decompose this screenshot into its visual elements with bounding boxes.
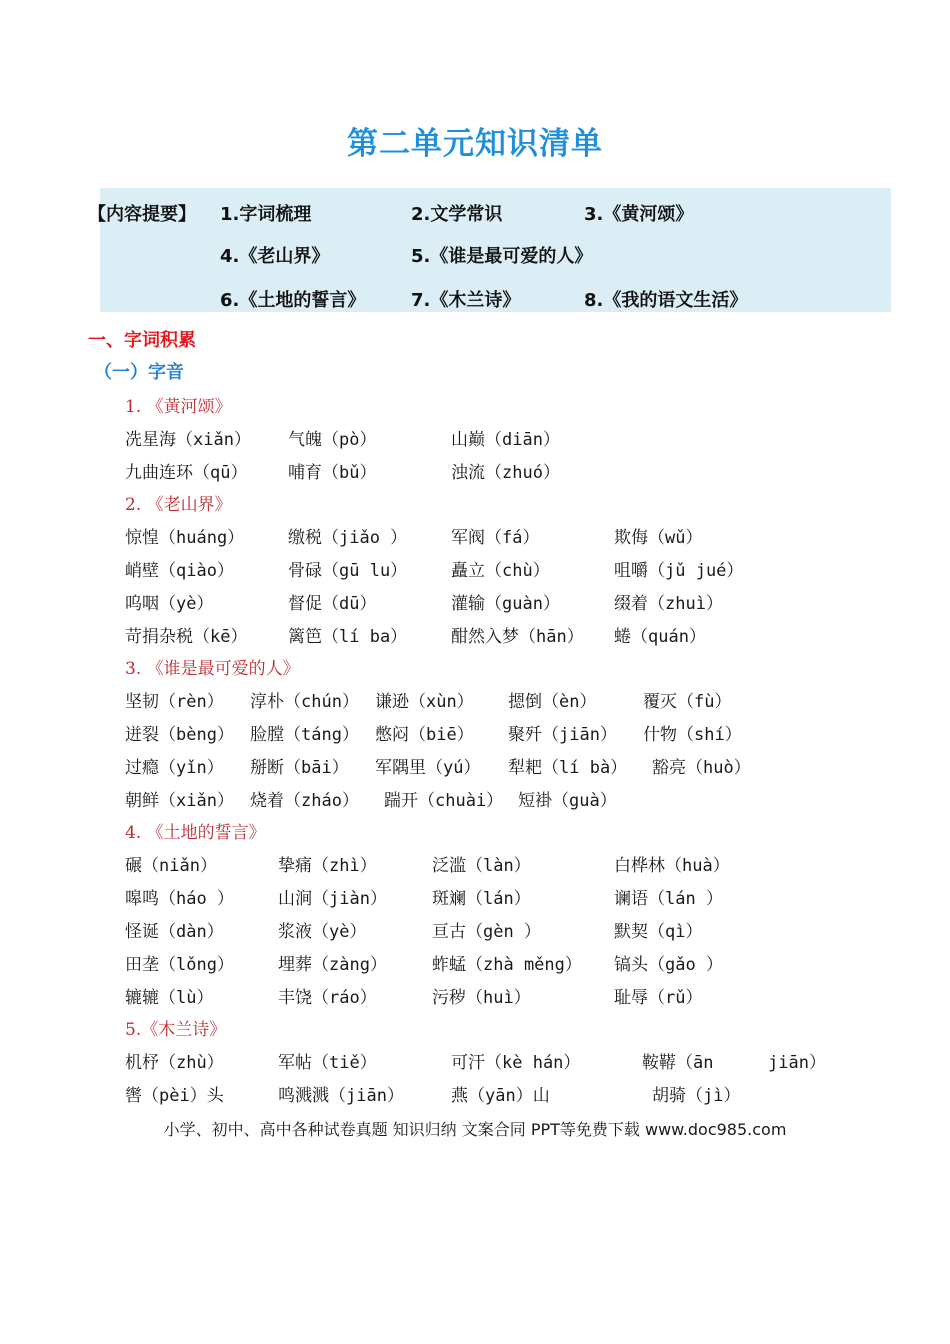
word-entry: 谰语（lán ） (614, 889, 723, 909)
word-entry: 辘辘（lù） (125, 988, 214, 1008)
word-entry: 镐头（gǎo ） (614, 955, 723, 975)
word-entry: 迸裂（bèng） (125, 725, 234, 745)
word-entry: 踹开（chuài） (384, 791, 504, 811)
word-entry: 山巅（diān） (451, 430, 560, 450)
word-entry: 督促（dū） (288, 594, 377, 614)
section-heading: 一、字词积累 (88, 330, 196, 351)
word-entry: 谦逊（xùn） (375, 692, 474, 712)
word-entry: 军阀（fá） (451, 528, 540, 548)
word-entry: 坚韧（rèn） (125, 692, 224, 712)
word-entry: 脸膛（táng） (250, 725, 359, 745)
word-entry: 篱笆（lí ba） (288, 627, 408, 647)
word-entry: 灌输（guàn） (451, 594, 560, 614)
word-entry: 蚱蜢（zhà měng） (432, 955, 582, 975)
word-entry: 斑斓（lán） (432, 889, 531, 909)
group-title: 2. 《老山界》 (125, 495, 232, 515)
summary-item: 6.《土地的誓言》 (220, 290, 366, 311)
summary-item: 1.字词梳理 (220, 204, 312, 225)
word-entry: 亘古（gèn ） (432, 922, 541, 942)
word-entry: 浊流（zhuó） (451, 463, 560, 483)
summary-item: 4.《老山界》 (220, 246, 330, 267)
word-entry: 鸣溅溅（jiān） (278, 1086, 404, 1106)
word-entry: 缀着（zhuì） (614, 594, 723, 614)
word-entry: 摁倒（èn） (508, 692, 597, 712)
word-entry: 污秽（huì） (432, 988, 531, 1008)
word-entry: 缴税（jiǎo ） (288, 528, 408, 548)
word-entry: 蜷（quán） (614, 627, 706, 647)
word-entry: 憋闷（biē） (375, 725, 474, 745)
word-entry: 骨碌（gū lu） (288, 561, 408, 581)
page-footer: 小学、初中、高中各种试卷真题 知识归纳 文案合同 PPT等免费下载 www.doc985.com (163, 1120, 787, 1139)
subsection-heading: （一）字音 (94, 362, 184, 383)
summary-item: 8.《我的语文生活》 (584, 290, 748, 311)
summary-item: 5.《谁是最可爱的人》 (411, 246, 593, 267)
word-entry: 欺侮（wǔ） (614, 528, 703, 548)
word-entry: 军隅里（yú） (375, 758, 481, 778)
word-entry: 短褂（guà） (518, 791, 617, 811)
word-entry: 丰饶（ráo） (278, 988, 377, 1008)
word-entry: 朝鲜（xiǎn） (125, 791, 234, 811)
word-entry: 哺育（bǔ） (288, 463, 377, 483)
word-entry: 浆液（yè） (278, 922, 367, 942)
word-entry: 矗立（chù） (451, 561, 550, 581)
content-summary-box (88, 188, 891, 312)
word-entry: 辔（pèi）头 (125, 1086, 224, 1106)
word-entry: 军帖（tiě） (278, 1053, 377, 1073)
summary-item: 2.文学常识 (411, 204, 503, 225)
word-entry: 泛滥（làn） (432, 856, 531, 876)
word-entry: 耻辱（rǔ） (614, 988, 703, 1008)
word-entry: 气魄（pò） (288, 430, 377, 450)
summary-item: 3.《黄河颂》 (584, 204, 694, 225)
group-title: 3. 《谁是最可爱的人》 (125, 659, 300, 679)
summary-item: 7.《木兰诗》 (411, 290, 521, 311)
word-entry: 覆灭（fù） (643, 692, 732, 712)
word-entry: 怪诞（dàn） (125, 922, 224, 942)
word-entry: 掰断（bāi） (250, 758, 349, 778)
word-entry: jiān） (768, 1053, 826, 1073)
group-title: 1. 《黄河颂》 (125, 397, 232, 417)
word-entry: 咀嚼（jǔ jué） (614, 561, 744, 581)
word-entry: 呜咽（yè） (125, 594, 214, 614)
word-entry: 白桦林（huà） (614, 856, 730, 876)
word-entry: 田垄（lǒng） (125, 955, 234, 975)
word-entry: 胡骑（jì） (652, 1086, 741, 1106)
word-entry: 烧着（zháo） (250, 791, 359, 811)
page-title: 第二单元知识清单 (347, 126, 603, 162)
word-entry: 惊惶（huáng） (125, 528, 245, 548)
group-title: 5.《木兰诗》 (125, 1020, 227, 1040)
word-entry: 默契（qì） (614, 922, 703, 942)
summary-label: 【内容提要】 (88, 204, 196, 225)
word-entry: 犁耙（lí bà） (508, 758, 628, 778)
word-entry: 过瘾（yǐn） (125, 758, 224, 778)
word-entry: 挚痛（zhì） (278, 856, 377, 876)
word-entry: 埋葬（zàng） (278, 955, 387, 975)
word-entry: 机杼（zhù） (125, 1053, 224, 1073)
word-entry: 聚歼（jiān） (508, 725, 617, 745)
word-entry: 山涧（jiàn） (278, 889, 387, 909)
word-entry: 鞍鞯（ān (642, 1053, 714, 1073)
word-entry: 九曲连环（qū） (125, 463, 248, 483)
word-entry: 淳朴（chún） (250, 692, 359, 712)
word-entry: 峭壁（qiào） (125, 561, 234, 581)
group-title: 4. 《土地的誓言》 (125, 823, 266, 843)
word-entry: 苛捐杂税（kē） (125, 627, 248, 647)
word-entry: 可汗（kè hán） (451, 1053, 581, 1073)
word-entry: 碾（niǎn） (125, 856, 217, 876)
word-entry: 冼星海（xiǎn） (125, 430, 251, 450)
word-entry: 酣然入梦（hān） (451, 627, 584, 647)
word-entry: 燕（yān）山 (451, 1086, 550, 1106)
word-entry: 豁亮（huò） (652, 758, 751, 778)
word-entry: 嗥鸣（háo ） (125, 889, 234, 909)
word-entry: 什物（shí） (643, 725, 742, 745)
